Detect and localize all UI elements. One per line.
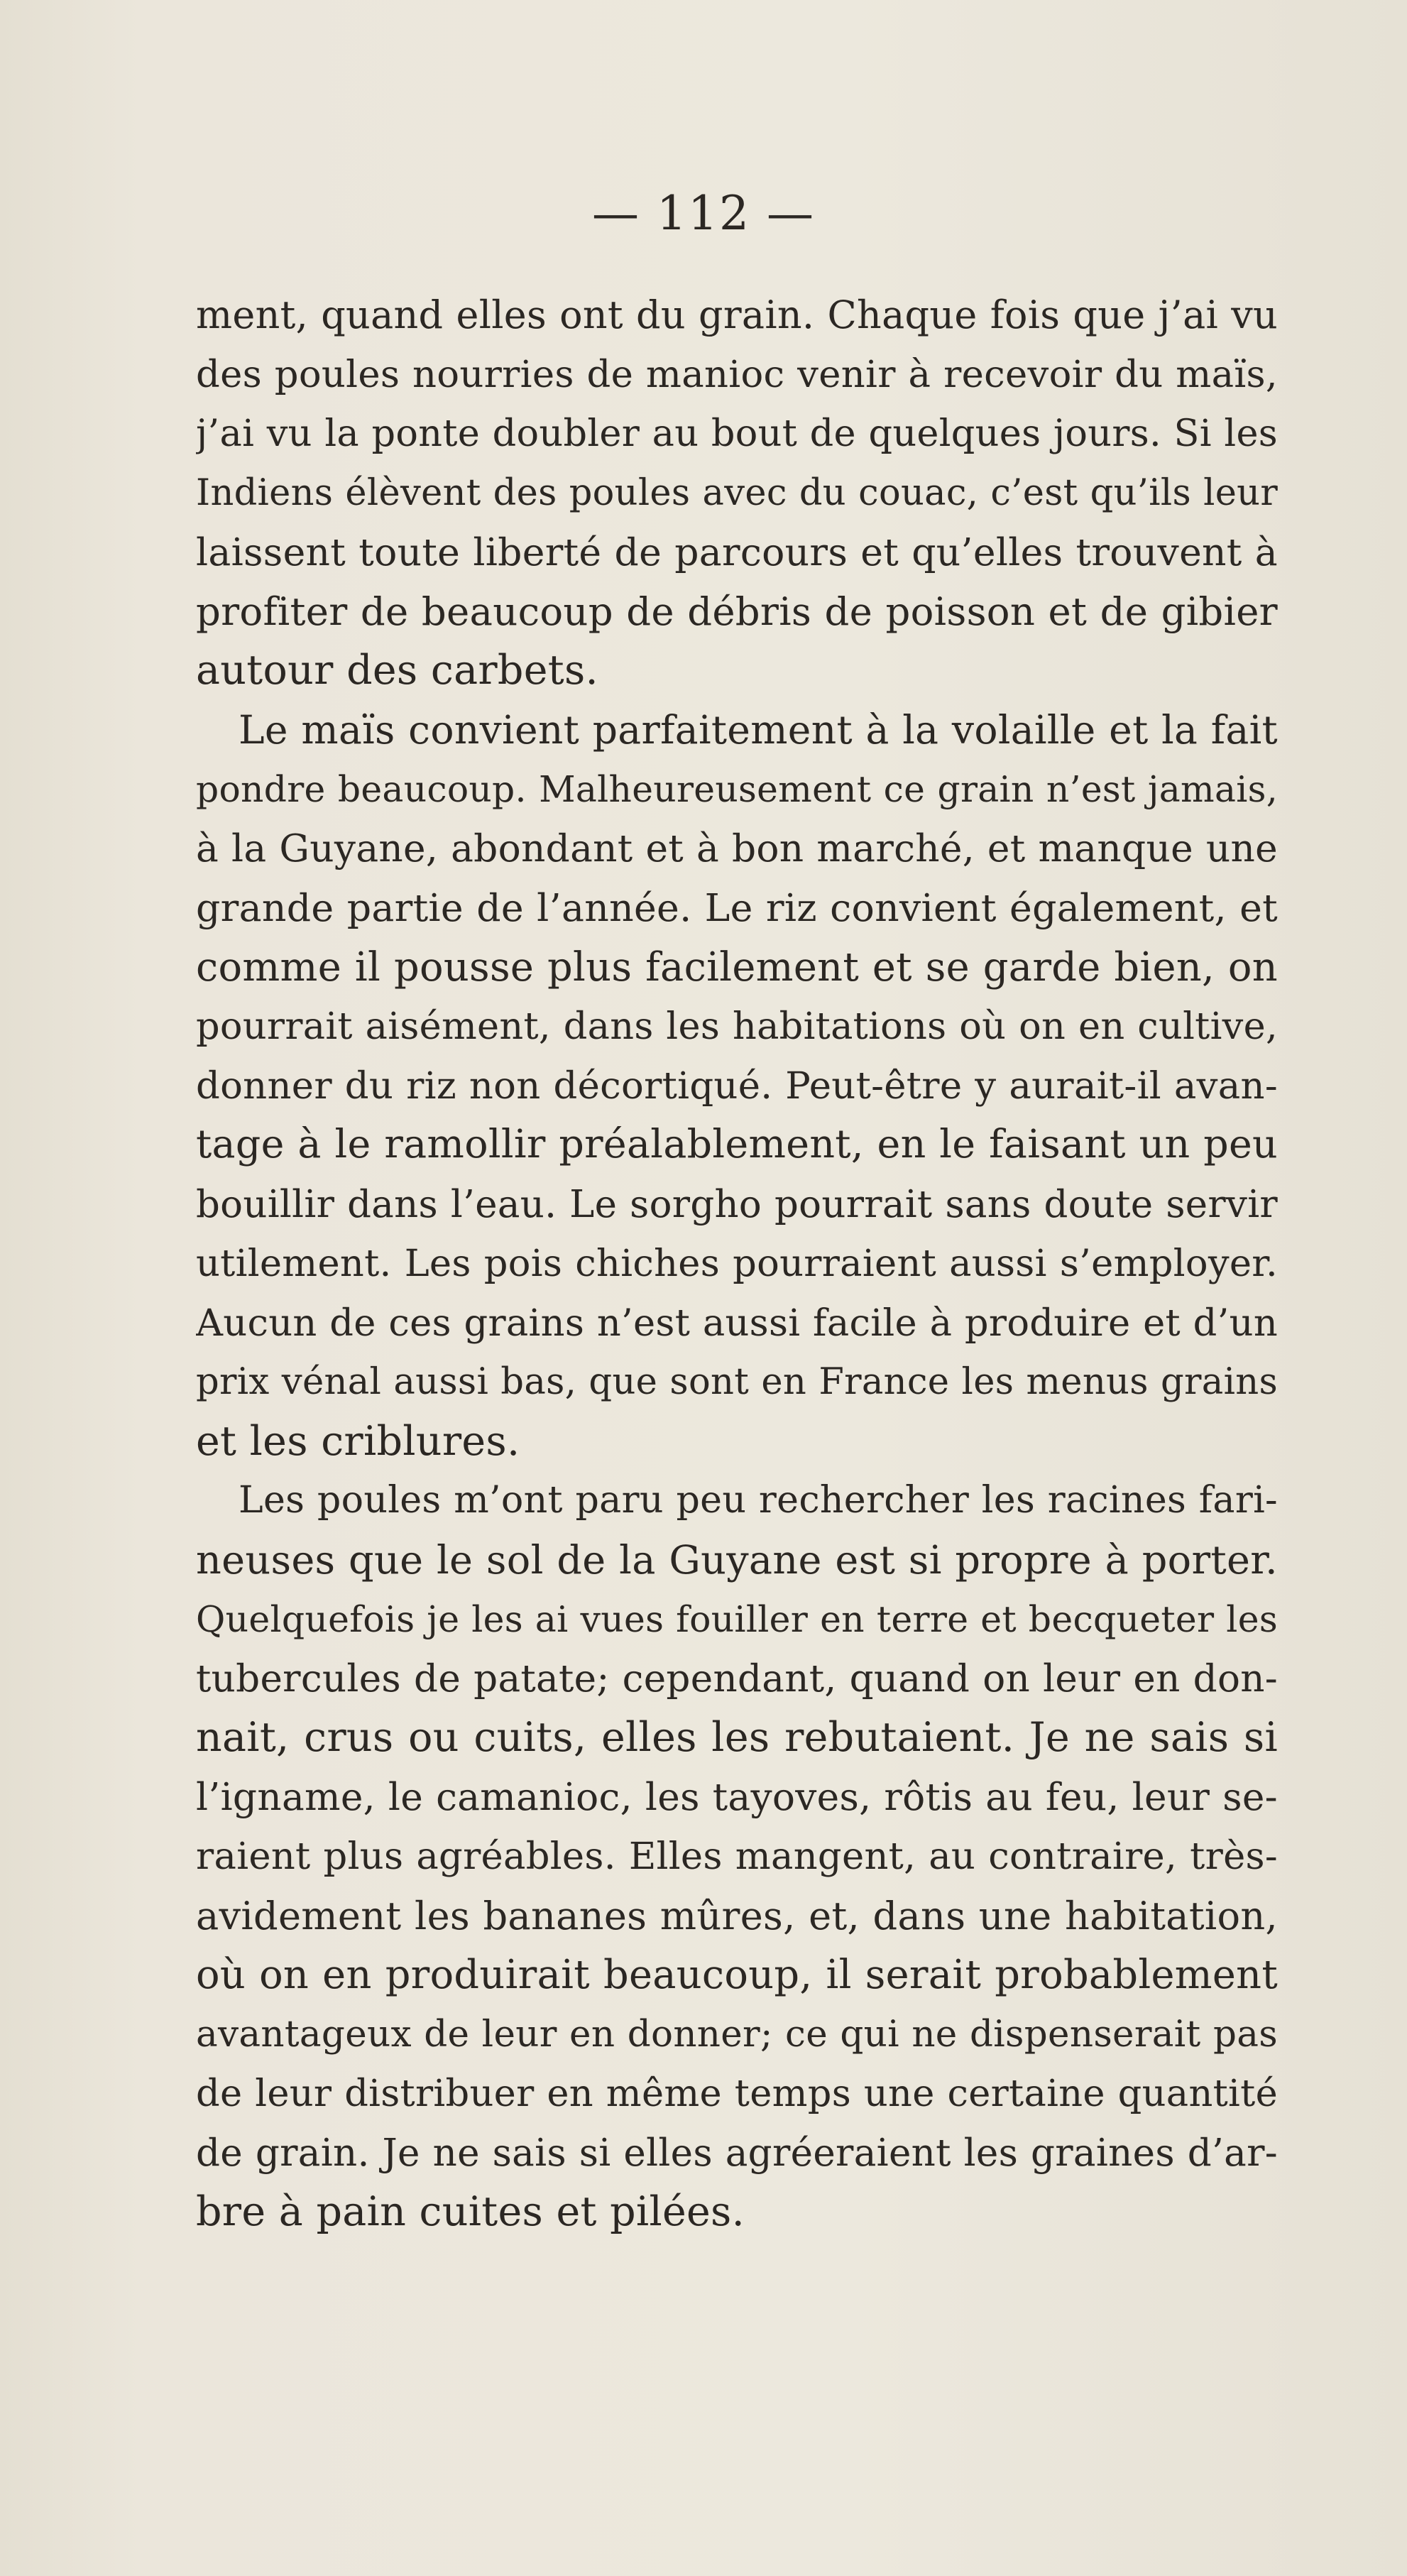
text-line: Quelquefois je les ai vues fouiller en terre et becqueter les	[196, 1598, 1278, 1640]
text-line: neuses que le sol de la Guyane est si propre à porter.	[196, 1537, 1278, 1583]
text-line: autour des carbets.	[196, 647, 598, 694]
text-line: grande partie de l’année. Le riz convient également, et	[196, 885, 1278, 930]
text-line: bre à pain cuites et pilées.	[196, 2188, 745, 2235]
text-line: Indiens élèvent des poules avec du couac, c’est qu’ils leur	[196, 471, 1278, 514]
page-number: — 112 —	[592, 186, 815, 241]
text-line: Aucun de ces grains n’est aussi facile à produire et d’un	[196, 1301, 1278, 1345]
paragraph	[196, 701, 1278, 1472]
text-line: tubercules de patate; cependant, quand on leur en don-	[196, 1656, 1278, 1701]
text-line: à la Guyane, abondant et à bon marché, et manque une	[196, 826, 1278, 871]
text-line: l’igname, le camanioc, les tayoves, rôtis au feu, leur se-	[196, 1774, 1278, 1819]
text-line: des poules nourries de manioc venir à recevoir du maïs,	[196, 352, 1278, 396]
text-line: comme il pousse plus facilement et se garde bien, on	[196, 944, 1278, 990]
text-line: Les poules m’ont paru peu rechercher les racines fari-	[239, 1479, 1278, 1522]
text-line: pourrait aisément, dans les habitations où on en cultive,	[196, 1005, 1278, 1048]
text-line: où on en produirait beaucoup, il serait probablement	[196, 1952, 1278, 1998]
text-line: pondre beaucoup. Malheureusement ce grain n’est jamais,	[196, 768, 1278, 810]
text-line: profiter de beaucoup de débris de poisson et de gibier	[196, 589, 1278, 634]
text-line: nait, crus ou cuits, elles les rebutaient. Je ne sais si	[196, 1714, 1278, 1761]
text-line: ment, quand elles ont du grain. Chaque fois que j’ai vu	[196, 293, 1278, 337]
text-line: de leur distribuer en même temps une certaine quantité	[196, 2072, 1278, 2115]
text-line: laissent toute liberté de parcours et qu’elles trouvent à	[196, 530, 1278, 574]
text-line: raient plus agréables. Elles mangent, au contraire, très-	[196, 1835, 1278, 1878]
text-line: de grain. Je ne sais si elles agréeraient les graines d’ar-	[196, 2130, 1278, 2175]
text-line: et les criblures.	[196, 1417, 520, 1465]
text-line: j’ai vu la ponte doubler au bout de quelques jours. Si les	[196, 412, 1278, 455]
paragraph	[196, 285, 1278, 701]
text-line: tage à le ramollir préalablement, en le faisant un peu	[196, 1122, 1278, 1167]
text-line: bouillir dans l’eau. Le sorgho pourrait sans doute servir	[196, 1182, 1278, 1226]
text-line: avidement les bananes mûres, et, dans une habitation,	[196, 1893, 1278, 1938]
paragraph	[196, 1471, 1278, 2242]
text-line: utilement. Les pois chiches pourraient aussi s’employer.	[196, 1242, 1278, 1285]
text-line: donner du riz non décortiqué. Peut-être y aurait-il avan-	[196, 1064, 1278, 1108]
text-line: Le maïs convient parfaitement à la volaille et la fait	[239, 706, 1278, 753]
body-text	[196, 285, 1278, 2242]
text-line: prix vénal aussi bas, que sont en France les menus grains	[196, 1361, 1278, 1403]
text-line: avantageux de leur en donner; ce qui ne dispenserait pas	[196, 2012, 1278, 2056]
